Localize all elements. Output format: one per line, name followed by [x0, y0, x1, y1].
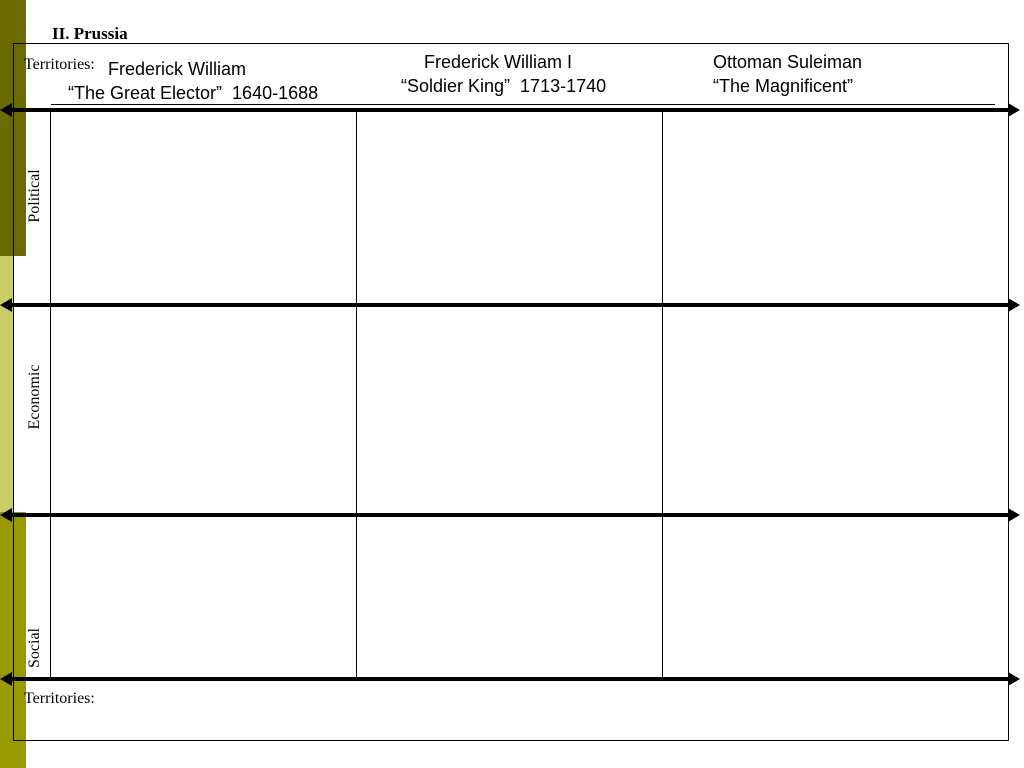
row-divider-4 [7, 677, 1013, 681]
header-underline [51, 104, 995, 105]
cell-social-col1[interactable] [51, 517, 356, 677]
col3-name: Ottoman Suleiman [713, 52, 863, 72]
col2-name: Frederick William I [424, 52, 573, 72]
col3-subtitle: “The Magnificent” [713, 76, 854, 96]
side-bar-light [0, 256, 13, 512]
cell-political-col3[interactable] [663, 112, 1007, 303]
cell-political-col1[interactable] [51, 112, 356, 303]
cell-political-col2[interactable] [357, 112, 662, 303]
arrow-left-icon [0, 103, 12, 117]
arrow-right-icon [1008, 672, 1020, 686]
cell-economic-col2[interactable] [357, 307, 662, 513]
arrow-right-icon [1008, 298, 1020, 312]
cell-social-col3[interactable] [663, 517, 1007, 677]
arrow-left-icon [0, 508, 12, 522]
cell-economic-col3[interactable] [663, 307, 1007, 513]
arrow-right-icon [1008, 508, 1020, 522]
row-label-political: Political [26, 169, 43, 223]
row-label-social: Social [26, 628, 43, 668]
cell-social-col2[interactable] [357, 517, 662, 677]
row-label-economic: Economic [26, 364, 43, 430]
arrow-right-icon [1008, 103, 1020, 117]
cell-economic-col1[interactable] [51, 307, 356, 513]
col1-subtitle: “The Great Elector” 1640-1688 [68, 83, 319, 103]
territories-label-bottom: Territories: [24, 690, 95, 707]
slide-title: II. Prussia [52, 24, 128, 43]
col1-name: Frederick William [108, 59, 247, 79]
col2-subtitle: “Soldier King” 1713-1740 [401, 76, 607, 96]
arrow-left-icon [0, 298, 12, 312]
territories-label-top: Territories: [24, 56, 95, 73]
arrow-left-icon [0, 672, 12, 686]
